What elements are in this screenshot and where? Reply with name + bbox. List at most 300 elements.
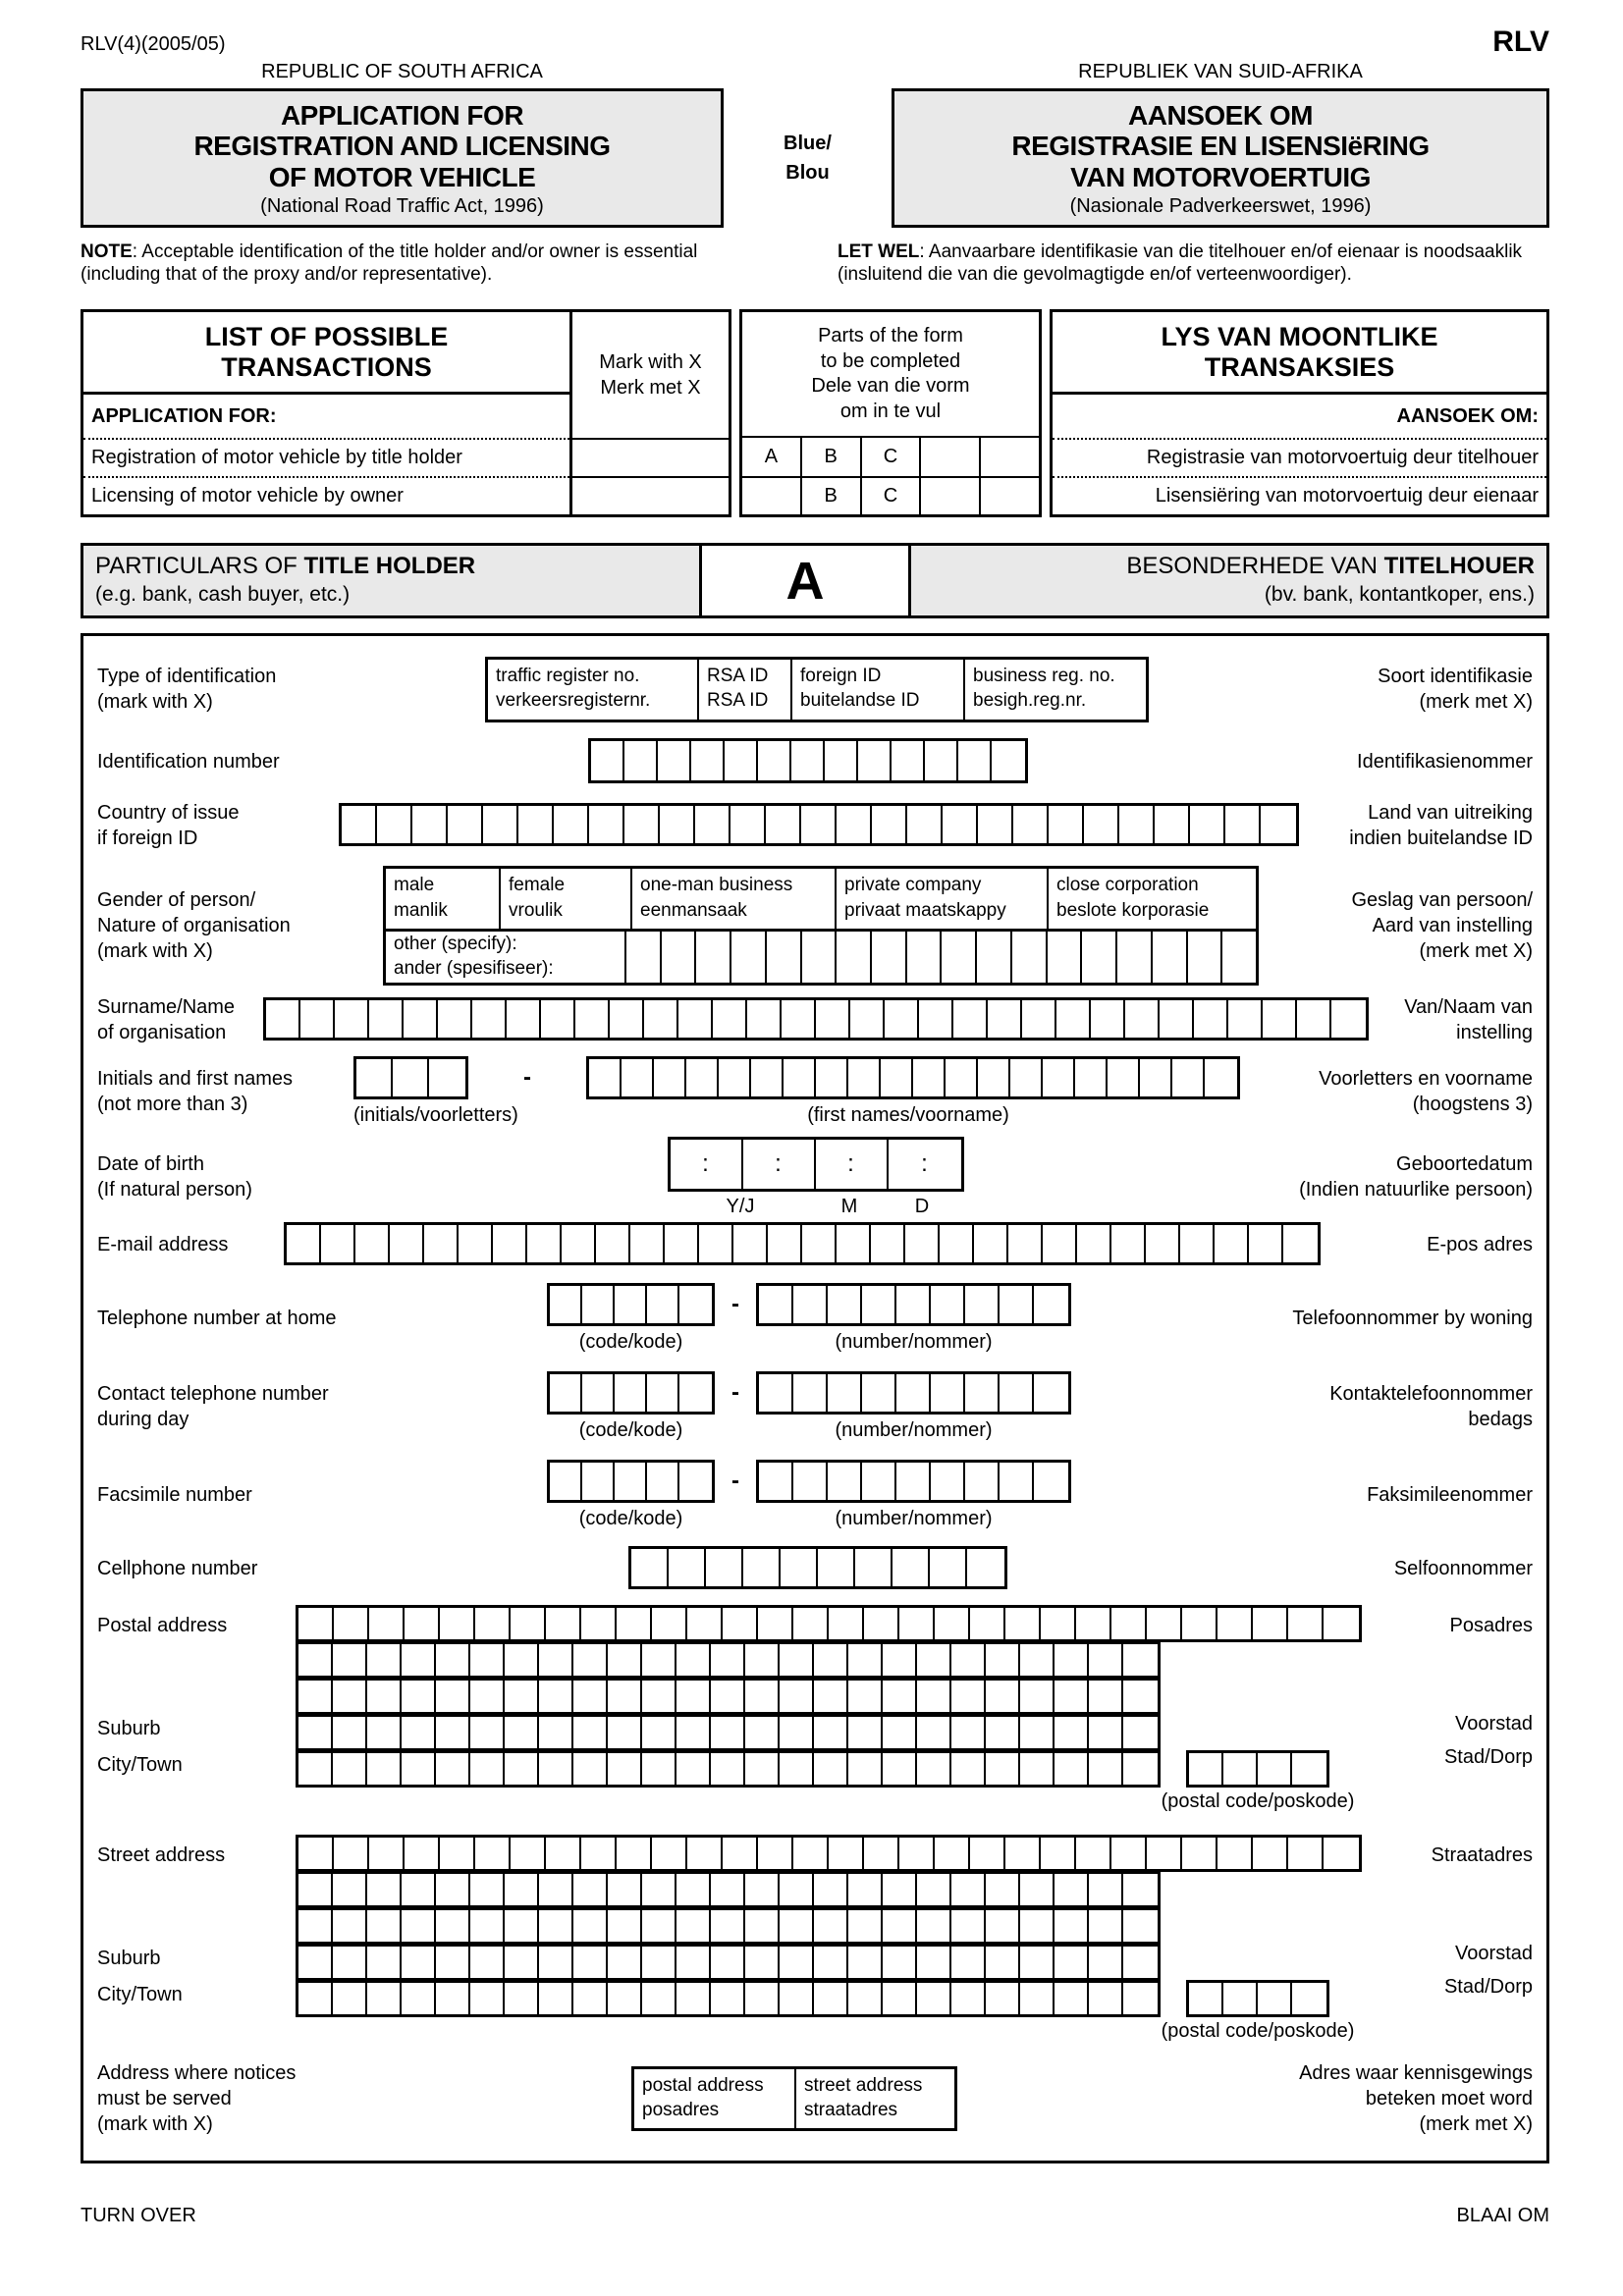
- input-cell[interactable]: [402, 1753, 436, 1785]
- input-cell[interactable]: [1288, 1838, 1324, 1869]
- input-cell[interactable]: [1013, 806, 1049, 843]
- option-traffic-register-no[interactable]: traffic register no. verkeersregisternr.: [496, 666, 651, 712]
- input-cell[interactable]: [334, 1608, 369, 1639]
- input-cell[interactable]: [642, 1753, 676, 1785]
- input-cell[interactable]: [1123, 1753, 1158, 1785]
- input-cell[interactable]: [711, 1874, 745, 1905]
- input-cell[interactable]: [676, 1910, 711, 1942]
- input-cell[interactable]: [615, 1463, 647, 1500]
- input-cell[interactable]: [1077, 1225, 1111, 1262]
- input-cell[interactable]: [745, 1947, 780, 1978]
- input-cell[interactable]: [711, 1910, 745, 1942]
- input-cell[interactable]: [608, 1983, 642, 2014]
- country-of-issue-cells[interactable]: [339, 803, 1299, 846]
- mark-box-registration[interactable]: [569, 438, 729, 476]
- input-cell[interactable]: [333, 1681, 367, 1712]
- input-cell[interactable]: [1253, 1608, 1288, 1639]
- input-cell[interactable]: [759, 1463, 793, 1500]
- input-cell[interactable]: [436, 1983, 470, 2014]
- input-cell[interactable]: [1055, 1874, 1089, 1905]
- input-cell[interactable]: [992, 741, 1025, 780]
- input-cell[interactable]: [367, 1874, 402, 1905]
- input-cell[interactable]: [780, 1947, 814, 1978]
- input-cell[interactable]: [402, 1910, 436, 1942]
- input-cell[interactable]: [848, 1910, 883, 1942]
- input-cell[interactable]: [814, 1910, 848, 1942]
- input-cell[interactable]: [405, 1608, 440, 1639]
- input-cell[interactable]: [711, 1717, 745, 1748]
- street-city-cells[interactable]: [296, 1980, 1161, 2017]
- input-cell[interactable]: [1084, 806, 1119, 843]
- input-cell[interactable]: [333, 1910, 367, 1942]
- input-cell[interactable]: [883, 1983, 917, 2014]
- input-cell[interactable]: [1089, 1983, 1123, 2014]
- input-cell[interactable]: [951, 1947, 986, 1978]
- option-male[interactable]: male manlik: [394, 875, 448, 921]
- input-cell[interactable]: [1008, 1225, 1043, 1262]
- input-cell[interactable]: [951, 1717, 986, 1748]
- input-cell[interactable]: [436, 1947, 470, 1978]
- input-cell[interactable]: [402, 1681, 436, 1712]
- postal-suburb-cells[interactable]: [296, 1714, 1161, 1751]
- input-cell[interactable]: [582, 1286, 615, 1323]
- input-cell[interactable]: [505, 1717, 539, 1748]
- input-cell[interactable]: [429, 1059, 465, 1096]
- input-cell[interactable]: [814, 1753, 848, 1785]
- input-cell[interactable]: [1261, 806, 1296, 843]
- input-cell[interactable]: [676, 1753, 711, 1785]
- input-cell[interactable]: [440, 1838, 475, 1869]
- input-cell[interactable]: [953, 1000, 988, 1038]
- input-cell[interactable]: [470, 1910, 505, 1942]
- input-cell[interactable]: [1223, 1753, 1258, 1785]
- input-cell[interactable]: [1020, 1983, 1055, 2014]
- input-cell[interactable]: [1205, 1059, 1237, 1096]
- input-cell[interactable]: [1000, 1374, 1034, 1412]
- facsimile-number-cells[interactable]: [756, 1460, 1071, 1503]
- input-cell[interactable]: [539, 1910, 573, 1942]
- input-cell[interactable]: [828, 1286, 862, 1323]
- input-cell[interactable]: [1147, 1838, 1182, 1869]
- input-cell[interactable]: [1111, 1225, 1146, 1262]
- input-cell[interactable]: [723, 1838, 758, 1869]
- input-cell[interactable]: [1140, 1059, 1172, 1096]
- input-cell[interactable]: [562, 1225, 596, 1262]
- input-cell[interactable]: [917, 1753, 951, 1785]
- input-cell[interactable]: [780, 1910, 814, 1942]
- street-suburb-cells[interactable]: [296, 1944, 1161, 1981]
- mark-box-licensing[interactable]: [569, 476, 729, 514]
- input-cell[interactable]: [899, 1838, 935, 1869]
- input-cell[interactable]: [1253, 1838, 1288, 1869]
- input-cell[interactable]: [1034, 1286, 1068, 1323]
- input-cell[interactable]: [573, 1717, 608, 1748]
- input-cell[interactable]: [848, 1644, 883, 1676]
- input-cell[interactable]: [793, 1463, 828, 1500]
- input-cell[interactable]: [829, 1608, 864, 1639]
- input-cell[interactable]: :: [889, 1140, 961, 1189]
- input-cell[interactable]: [965, 1463, 1000, 1500]
- input-cell[interactable]: [711, 1644, 745, 1676]
- input-cell[interactable]: [1146, 1225, 1180, 1262]
- input-cell[interactable]: [1123, 1681, 1158, 1712]
- input-cell[interactable]: [1249, 1225, 1283, 1262]
- input-cell[interactable]: [835, 932, 870, 983]
- input-cell[interactable]: [986, 1983, 1020, 2014]
- input-cell[interactable]: [837, 806, 872, 843]
- input-cell[interactable]: [1020, 1717, 1055, 1748]
- input-cell[interactable]: [298, 1838, 334, 1869]
- input-cell[interactable]: [507, 1000, 541, 1038]
- input-cell[interactable]: [802, 1225, 837, 1262]
- street-address-row3-cells[interactable]: [296, 1907, 1161, 1945]
- input-cell[interactable]: :: [671, 1140, 743, 1189]
- input-cell[interactable]: [883, 1681, 917, 1712]
- input-cell[interactable]: [539, 1947, 573, 1978]
- input-cell[interactable]: [390, 1225, 424, 1262]
- input-cell[interactable]: [986, 1874, 1020, 1905]
- input-cell[interactable]: [402, 1983, 436, 2014]
- telephone-day-code-cells[interactable]: [547, 1371, 715, 1415]
- input-cell[interactable]: [1020, 1681, 1055, 1712]
- input-cell[interactable]: [1125, 1000, 1160, 1038]
- input-cell[interactable]: [367, 1644, 402, 1676]
- input-cell[interactable]: [541, 1000, 575, 1038]
- input-cell[interactable]: [986, 1717, 1020, 1748]
- input-cell[interactable]: [440, 1608, 475, 1639]
- input-cell[interactable]: [695, 806, 730, 843]
- input-cell[interactable]: [1194, 1000, 1228, 1038]
- input-cell[interactable]: [814, 1874, 848, 1905]
- input-cell[interactable]: [660, 806, 695, 843]
- input-cell[interactable]: [402, 1644, 436, 1676]
- input-cell[interactable]: [1000, 1286, 1034, 1323]
- input-cell[interactable]: [766, 806, 801, 843]
- input-cell[interactable]: [780, 1681, 814, 1712]
- input-cell[interactable]: [1283, 1225, 1318, 1262]
- input-cell[interactable]: [642, 1910, 676, 1942]
- input-cell[interactable]: [883, 1910, 917, 1942]
- input-cell[interactable]: [1055, 1947, 1089, 1978]
- input-cell[interactable]: [974, 1225, 1008, 1262]
- input-cell[interactable]: [404, 1000, 438, 1038]
- input-cell[interactable]: [723, 1608, 758, 1639]
- option-female[interactable]: female vroulik: [499, 869, 630, 928]
- input-cell[interactable]: [986, 1644, 1020, 1676]
- input-cell[interactable]: [917, 1717, 951, 1748]
- input-cell[interactable]: [1225, 806, 1261, 843]
- input-cell[interactable]: [758, 1608, 793, 1639]
- input-cell[interactable]: [617, 1608, 652, 1639]
- input-cell[interactable]: [333, 1983, 367, 2014]
- input-cell[interactable]: [965, 1374, 1000, 1412]
- input-cell[interactable]: [1055, 1644, 1089, 1676]
- input-cell[interactable]: [1292, 1983, 1326, 2014]
- input-cell[interactable]: [951, 1910, 986, 1942]
- option-private-company[interactable]: private company privaat maatskappy: [835, 869, 1047, 928]
- input-cell[interactable]: [470, 1753, 505, 1785]
- input-cell[interactable]: [1223, 1983, 1258, 2014]
- input-cell[interactable]: [872, 806, 907, 843]
- street-postal-code-cells[interactable]: [1186, 1980, 1329, 2017]
- input-cell[interactable]: [1041, 1838, 1076, 1869]
- input-cell[interactable]: [1055, 1910, 1089, 1942]
- input-cell[interactable]: [1089, 1947, 1123, 1978]
- input-cell[interactable]: [745, 1753, 780, 1785]
- input-cell[interactable]: [862, 1374, 896, 1412]
- input-cell[interactable]: [883, 1644, 917, 1676]
- input-cell[interactable]: [518, 806, 554, 843]
- input-cell[interactable]: [931, 1463, 965, 1500]
- cellphone-cells[interactable]: [628, 1546, 1007, 1589]
- input-cell[interactable]: [818, 1549, 855, 1586]
- input-cell[interactable]: [951, 1983, 986, 2014]
- input-cell[interactable]: [986, 1910, 1020, 1942]
- input-cell[interactable]: [931, 1286, 965, 1323]
- other-specify-cells[interactable]: [624, 932, 1256, 983]
- input-cell[interactable]: [298, 1910, 333, 1942]
- option-foreign-id[interactable]: foreign ID buitelandse ID: [790, 660, 963, 719]
- input-cell[interactable]: [848, 1717, 883, 1748]
- input-cell[interactable]: [1111, 1608, 1147, 1639]
- input-cell[interactable]: [816, 1059, 848, 1096]
- input-cell[interactable]: [940, 932, 975, 983]
- identification-number-cells[interactable]: [588, 738, 1028, 783]
- input-cell[interactable]: [1186, 932, 1221, 983]
- input-cell[interactable]: [367, 1983, 402, 2014]
- input-cell[interactable]: [986, 1753, 1020, 1785]
- input-cell[interactable]: [539, 1983, 573, 2014]
- input-cell[interactable]: [730, 806, 766, 843]
- initials-cells[interactable]: [353, 1056, 468, 1099]
- input-cell[interactable]: [1056, 1000, 1091, 1038]
- input-cell[interactable]: [1324, 1838, 1359, 1869]
- input-cell[interactable]: [1020, 1910, 1055, 1942]
- input-cell[interactable]: [892, 741, 925, 780]
- input-cell[interactable]: [905, 932, 941, 983]
- input-cell[interactable]: [691, 741, 725, 780]
- input-cell[interactable]: [1180, 1225, 1215, 1262]
- input-cell[interactable]: [917, 1910, 951, 1942]
- input-cell[interactable]: [745, 1717, 780, 1748]
- input-cell[interactable]: [951, 1681, 986, 1712]
- input-cell[interactable]: [300, 1000, 335, 1038]
- input-cell[interactable]: [676, 1644, 711, 1676]
- input-cell[interactable]: [905, 1225, 940, 1262]
- input-cell[interactable]: [678, 1000, 713, 1038]
- input-cell[interactable]: [356, 1059, 393, 1096]
- input-cell[interactable]: [393, 1059, 429, 1096]
- input-cell[interactable]: [436, 1753, 470, 1785]
- input-cell[interactable]: [848, 1983, 883, 2014]
- input-cell[interactable]: [1263, 1000, 1297, 1038]
- input-cell[interactable]: [943, 806, 978, 843]
- input-cell[interactable]: [1022, 1000, 1056, 1038]
- input-cell[interactable]: [511, 1608, 546, 1639]
- input-cell[interactable]: [642, 1983, 676, 2014]
- input-cell[interactable]: [505, 1644, 539, 1676]
- input-cell[interactable]: [298, 1947, 333, 1978]
- input-cell[interactable]: [1089, 1644, 1123, 1676]
- input-cell[interactable]: [624, 741, 658, 780]
- input-cell[interactable]: [1147, 1608, 1182, 1639]
- input-cell[interactable]: [814, 1947, 848, 1978]
- input-cell[interactable]: [298, 1717, 333, 1748]
- input-cell[interactable]: [793, 1374, 828, 1412]
- input-cell[interactable]: [1089, 1753, 1123, 1785]
- input-cell[interactable]: [550, 1286, 582, 1323]
- input-cell[interactable]: [1228, 1000, 1263, 1038]
- surname-cells[interactable]: [263, 997, 1369, 1041]
- input-cell[interactable]: [862, 1463, 896, 1500]
- input-cell[interactable]: [793, 1608, 829, 1639]
- input-cell[interactable]: [733, 1225, 768, 1262]
- input-cell[interactable]: [828, 1374, 862, 1412]
- input-cell[interactable]: [1089, 1681, 1123, 1712]
- input-cell[interactable]: [930, 1549, 967, 1586]
- input-cell[interactable]: [745, 1910, 780, 1942]
- input-cell[interactable]: [412, 806, 448, 843]
- input-cell[interactable]: [978, 806, 1013, 843]
- input-cell[interactable]: [1115, 932, 1151, 983]
- input-cell[interactable]: [1046, 932, 1081, 983]
- input-cell[interactable]: [644, 1000, 678, 1038]
- postal-address-row2-cells[interactable]: [296, 1641, 1161, 1679]
- input-cell[interactable]: [919, 1000, 953, 1038]
- input-cell[interactable]: [424, 1225, 459, 1262]
- input-cell[interactable]: [615, 1374, 647, 1412]
- input-cell[interactable]: [367, 1681, 402, 1712]
- input-cell[interactable]: [550, 1463, 582, 1500]
- input-cell[interactable]: [743, 1549, 781, 1586]
- input-cell[interactable]: [1089, 1910, 1123, 1942]
- input-cell[interactable]: [1151, 932, 1186, 983]
- input-cell[interactable]: [686, 1059, 719, 1096]
- input-cell[interactable]: [711, 1983, 745, 2014]
- input-cell[interactable]: [758, 741, 791, 780]
- input-cell[interactable]: [1190, 806, 1225, 843]
- input-cell[interactable]: [436, 1874, 470, 1905]
- input-cell[interactable]: [986, 1947, 1020, 1978]
- input-cell[interactable]: [333, 1947, 367, 1978]
- input-cell[interactable]: [287, 1225, 321, 1262]
- input-cell[interactable]: [730, 932, 765, 983]
- input-cell[interactable]: [745, 1644, 780, 1676]
- input-cell[interactable]: [333, 1874, 367, 1905]
- input-cell[interactable]: [622, 1059, 654, 1096]
- first-names-cells[interactable]: [586, 1056, 1240, 1099]
- input-cell[interactable]: [694, 932, 730, 983]
- input-cell[interactable]: [298, 1681, 333, 1712]
- input-cell[interactable]: [899, 1608, 935, 1639]
- input-cell[interactable]: [782, 1000, 816, 1038]
- input-cell[interactable]: [608, 1874, 642, 1905]
- input-cell[interactable]: [596, 1225, 630, 1262]
- input-cell[interactable]: [493, 1225, 527, 1262]
- input-cell[interactable]: [896, 1286, 931, 1323]
- input-cell[interactable]: [679, 1374, 712, 1412]
- input-cell[interactable]: [825, 741, 858, 780]
- telephone-home-code-cells[interactable]: [547, 1283, 715, 1326]
- input-cell[interactable]: [745, 1874, 780, 1905]
- input-cell[interactable]: [711, 1681, 745, 1712]
- input-cell[interactable]: [1020, 1874, 1055, 1905]
- input-cell[interactable]: [334, 1838, 369, 1869]
- input-cell[interactable]: [780, 1644, 814, 1676]
- input-cell[interactable]: [367, 1717, 402, 1748]
- input-cell[interactable]: [940, 1225, 974, 1262]
- input-cell[interactable]: [711, 1753, 745, 1785]
- input-cell[interactable]: [436, 1681, 470, 1712]
- input-cell[interactable]: [436, 1910, 470, 1942]
- input-cell[interactable]: [630, 1225, 665, 1262]
- input-cell[interactable]: [470, 1681, 505, 1712]
- input-cell[interactable]: [816, 1000, 850, 1038]
- input-cell[interactable]: [719, 1059, 751, 1096]
- input-cell[interactable]: [676, 1681, 711, 1712]
- input-cell[interactable]: [1034, 1463, 1068, 1500]
- input-cell[interactable]: [759, 1374, 793, 1412]
- input-cell[interactable]: [665, 1225, 699, 1262]
- input-cell[interactable]: [1075, 1059, 1108, 1096]
- input-cell[interactable]: [511, 1838, 546, 1869]
- input-cell[interactable]: [975, 932, 1010, 983]
- input-cell[interactable]: [647, 1463, 679, 1500]
- input-cell[interactable]: [575, 1000, 610, 1038]
- option-close-corporation[interactable]: close corporation beslote korporasie: [1047, 869, 1256, 928]
- input-cell[interactable]: [883, 1874, 917, 1905]
- input-cell[interactable]: [405, 1838, 440, 1869]
- input-cell[interactable]: [791, 741, 825, 780]
- input-cell[interactable]: [946, 1059, 978, 1096]
- input-cell[interactable]: [1000, 1463, 1034, 1500]
- input-cell[interactable]: [539, 1717, 573, 1748]
- input-cell[interactable]: [848, 1753, 883, 1785]
- input-cell[interactable]: [573, 1753, 608, 1785]
- input-cell[interactable]: [1055, 1717, 1089, 1748]
- input-cell[interactable]: [1043, 1225, 1077, 1262]
- input-cell[interactable]: [610, 1000, 644, 1038]
- input-cell[interactable]: [970, 1838, 1005, 1869]
- input-cell[interactable]: [713, 1000, 747, 1038]
- input-cell[interactable]: [1041, 1608, 1076, 1639]
- input-cell[interactable]: [573, 1947, 608, 1978]
- option-one-man-business[interactable]: one-man business eenmansaak: [630, 869, 835, 928]
- input-cell[interactable]: [631, 1549, 669, 1586]
- input-cell[interactable]: [1172, 1059, 1205, 1096]
- input-cell[interactable]: [402, 1717, 436, 1748]
- input-cell[interactable]: [885, 1000, 919, 1038]
- input-cell[interactable]: [864, 1608, 899, 1639]
- input-cell[interactable]: [1123, 1644, 1158, 1676]
- input-cell[interactable]: [550, 1374, 582, 1412]
- input-cell[interactable]: [298, 1608, 334, 1639]
- input-cell[interactable]: [1091, 1000, 1125, 1038]
- input-cell[interactable]: [1123, 1717, 1158, 1748]
- input-cell[interactable]: [608, 1947, 642, 1978]
- input-cell[interactable]: [970, 1608, 1005, 1639]
- input-cell[interactable]: [917, 1644, 951, 1676]
- input-cell[interactable]: [881, 1059, 913, 1096]
- input-cell[interactable]: [333, 1644, 367, 1676]
- input-cell[interactable]: [335, 1000, 369, 1038]
- option-business-reg-no[interactable]: business reg. no. besigh.reg.nr.: [963, 660, 1146, 719]
- input-cell[interactable]: [459, 1225, 493, 1262]
- option-notice-street-address[interactable]: street address straatadres: [794, 2069, 954, 2128]
- input-cell[interactable]: [1217, 1608, 1253, 1639]
- input-cell[interactable]: [355, 1225, 390, 1262]
- input-cell[interactable]: [589, 1059, 622, 1096]
